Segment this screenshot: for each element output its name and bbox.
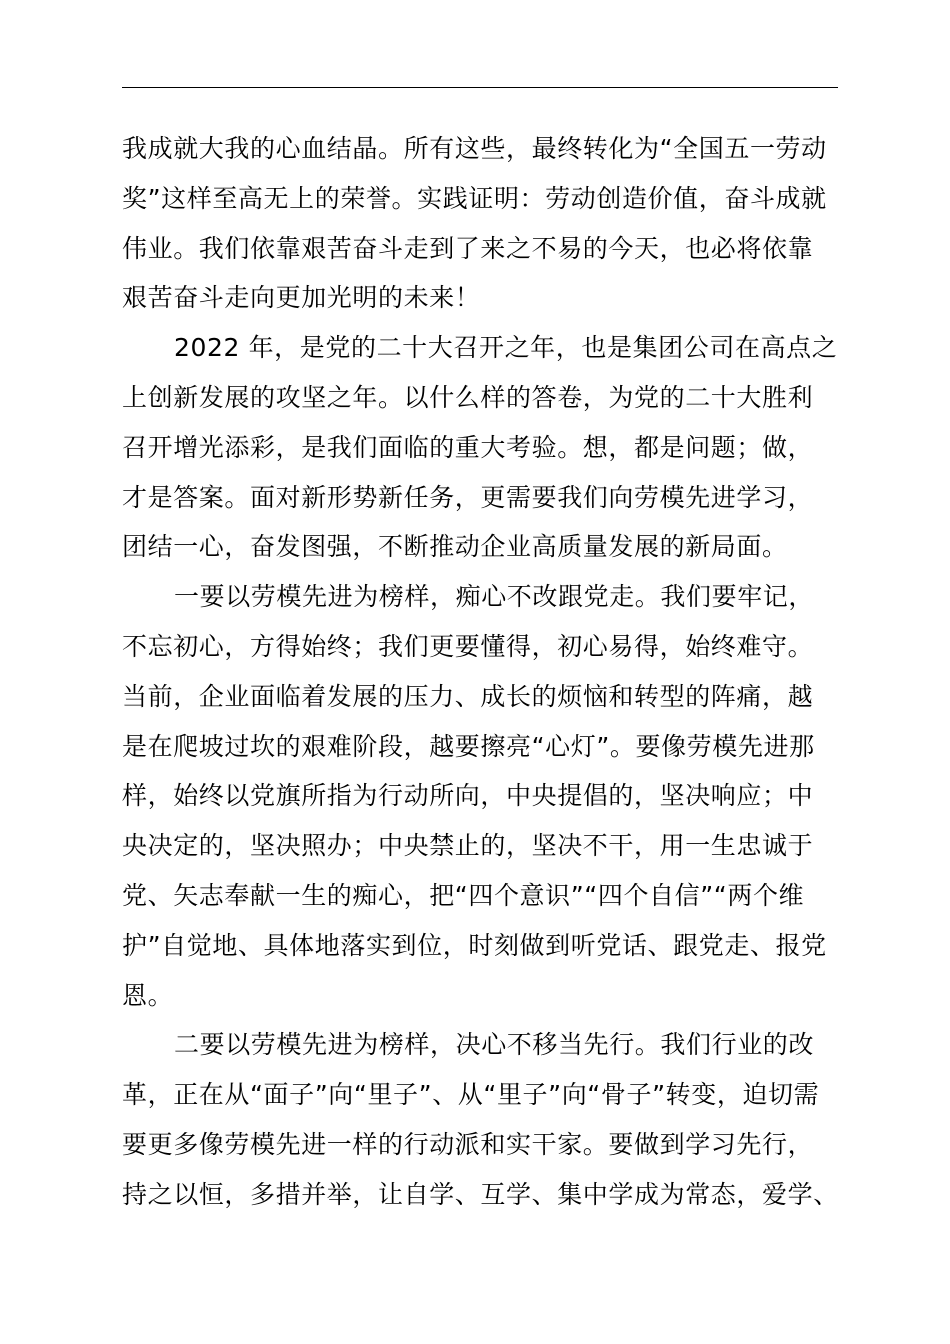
header-rule xyxy=(122,87,838,88)
text-line-10: 一要以劳模先进为榜样，痴心不改跟党走。我们要牢记， xyxy=(174,582,815,612)
text-line-14: 样，始终以党旗所指为行动所向，中央提倡的，坚决响应；中 xyxy=(122,781,814,811)
text-line-2: 奖”这样至高无上的荣誉。实践证明：劳动创造价值，奋斗成就 xyxy=(122,183,827,213)
text-line-21: 要更多像劳模先进一样的行动派和实干家。要做到学习先行， xyxy=(122,1129,814,1159)
text-line-13: 是在爬坡过坎的艰难阶段，越要擦亮“心灯”。要像劳模先进那 xyxy=(122,731,815,761)
text-line-16: 党、矢志奉献一生的痴心，把“四个意识”“四个自信”“两个维 xyxy=(122,880,805,910)
text-line-20: 革，正在从“面子”向“里子”、从“里子”向“骨子”转变，迫切需 xyxy=(122,1080,820,1110)
text-line-4: 艰苦奋斗走向更加光明的未来！ xyxy=(122,283,481,313)
text-line-7: 召开增光添彩，是我们面临的重大考验。想，都是问题；做， xyxy=(122,432,814,462)
text-line-22: 持之以恒，多措并举，让自学、互学、集中学成为常态，爱学、 xyxy=(122,1179,839,1209)
text-line-18: 恩。 xyxy=(122,980,174,1010)
text-line-8: 才是答案。面对新形势新任务，更需要我们向劳模先进学习， xyxy=(122,482,814,512)
text-line-1: 我成就大我的心血结晶。所有这些，最终转化为“全国五一劳动 xyxy=(122,134,827,163)
text-line-5: 2022 年，是党的二十大召开之年，也是集团公司在高点之 xyxy=(174,333,838,363)
text-line-3: 伟业。我们依靠艰苦奋斗走到了来之不易的今天，也必将依靠 xyxy=(122,233,814,263)
text-line-9: 团结一心，奋发图强，不断推动企业高质量发展的新局面。 xyxy=(122,532,788,562)
document-body xyxy=(122,124,850,1220)
text-line-12: 当前，企业面临着发展的压力、成长的烦恼和转型的阵痛，越 xyxy=(122,681,814,711)
text-line-17: 护”自觉地、具体地落实到位，时刻做到听党话、跟党走、报党 xyxy=(122,930,827,960)
text-line-6: 上创新发展的攻坚之年。以什么样的答卷，为党的二十大胜利 xyxy=(122,382,814,412)
text-line-11: 不忘初心，方得始终；我们更要懂得，初心易得，始终难守。 xyxy=(122,631,814,661)
text-line-15: 央决定的，坚决照办；中央禁止的，坚决不干，用一生忠诚于 xyxy=(122,831,814,861)
text-line-19: 二要以劳模先进为榜样，决心不移当先行。我们行业的改 xyxy=(174,1030,815,1060)
